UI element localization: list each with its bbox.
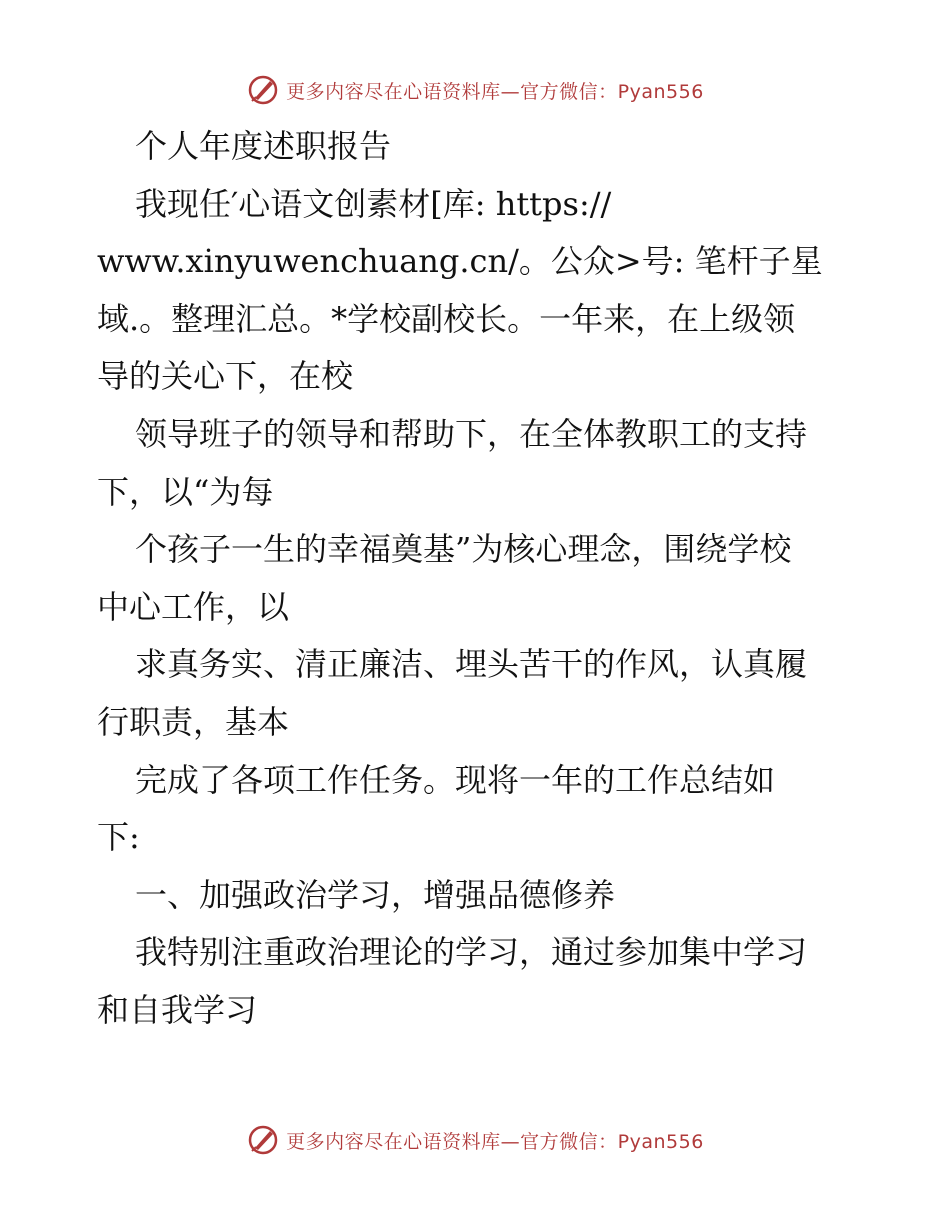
text-line: 完成了各项工作任务。现将一年的工作总结如 bbox=[135, 760, 776, 799]
document-body bbox=[97, 118, 857, 1040]
text-line: 导的关心下，在校 bbox=[97, 357, 354, 396]
text-line: 一、加强政治学习，增强品德修养 bbox=[135, 875, 616, 914]
text-line: 行职责，基本 bbox=[97, 702, 290, 741]
text-line: 下: bbox=[97, 818, 140, 857]
quill-logo-icon bbox=[246, 1123, 280, 1157]
header-banner bbox=[0, 70, 950, 110]
text-line: 求真务实、清正廉洁、埋头苦干的作风，认真履 bbox=[135, 645, 808, 684]
text-line: 和自我学习 bbox=[97, 990, 258, 1029]
text-line: 域.。整理汇总。*学校副校长。一年来，在上级领 bbox=[97, 299, 796, 338]
text-line: 领导班子的领导和帮助下，在全体教职工的支持 bbox=[135, 414, 808, 453]
quill-logo-icon bbox=[246, 73, 280, 107]
text-line: 个孩子一生的幸福奠基”为核心理念，围绕学校 bbox=[135, 530, 792, 569]
footer-banner bbox=[0, 1120, 950, 1160]
header-banner-text: 更多内容尽在心语资料库—官方微信：Pyan556 bbox=[286, 80, 704, 103]
text-line: 下，以“为每 bbox=[97, 472, 274, 511]
text-line: 我现任′心语文创素材[库: https:// bbox=[135, 184, 612, 223]
footer-banner-text: 更多内容尽在心语资料库—官方微信：Pyan556 bbox=[286, 1130, 704, 1153]
text-line: 中心工作，以 bbox=[97, 587, 290, 626]
text-line: 我特别注重政治理论的学习，通过参加集中学习 bbox=[135, 933, 808, 972]
text-line: 个人年度述职报告 bbox=[135, 127, 392, 165]
text-line: www.xinyuwenchuang.cn/。公众>号: 笔杆子星 bbox=[97, 242, 823, 281]
